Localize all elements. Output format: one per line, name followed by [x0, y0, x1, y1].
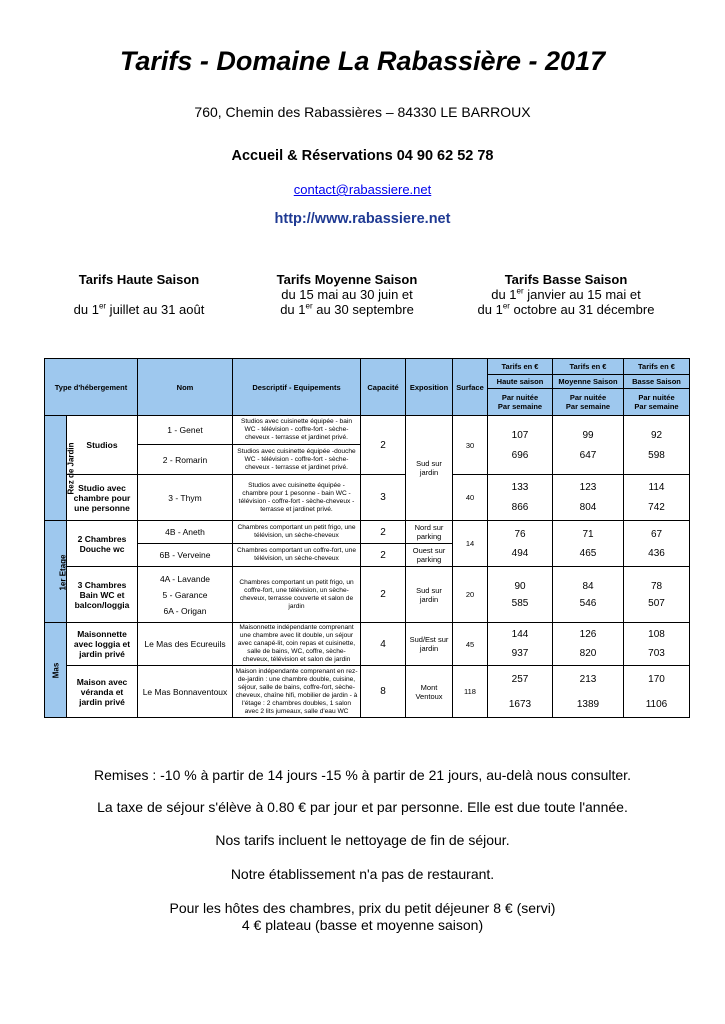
desc-verveine: Chambres comportant un coffre-fort, une télévision, un sèche-cheveux	[233, 544, 361, 567]
season-moyenne-title: Tarifs Moyenne Saison	[276, 272, 418, 287]
header-basse: Basse Saison	[624, 375, 690, 389]
cap-studios: 2	[361, 416, 406, 475]
price-douche-basse: 67 436	[624, 521, 690, 567]
cap-maisonnette: 4	[361, 623, 406, 666]
type-studio-chambre: Studio avec chambre pour une personne	[67, 475, 138, 521]
price-bain-moyenne: 84 546	[553, 567, 624, 623]
season-haute-line2: du 1er juillet au 31 août	[73, 301, 205, 317]
desc-maisonnette: Maisonnette indépendante comprenant une chambre avec lit double, un séjour avec canapé-lit, coin repas et cuisinette, salle de bains, WC, coffre, sèche-cheveux, télévision et salon de jardin	[233, 623, 361, 666]
surface-maisonnette: 45	[453, 623, 488, 666]
cap-aneth: 2	[361, 521, 406, 544]
price-douche-haute: 76 494	[488, 521, 553, 567]
zone-mas: Mas	[45, 623, 67, 718]
header-moyenne: Moyenne Saison	[553, 375, 624, 389]
nom-romarin: 2 - Romarin	[138, 445, 233, 475]
header-par-nuitee-haute: Par nuitée Par semaine	[488, 389, 553, 416]
type-douche: 2 Chambres Douche wc	[67, 521, 138, 567]
expo-maisonnette: Sud/Est sur jardin	[406, 623, 453, 666]
note-petit-dejeuner	[0, 900, 725, 934]
price-studios-basse: 92 598	[624, 416, 690, 475]
header-capacite: Capacité	[361, 359, 406, 416]
type-bain: 3 Chambres Bain WC et balcon/loggia	[67, 567, 138, 623]
season-moyenne-line2: du 1er au 30 septembre	[280, 301, 414, 317]
season-moyenne-line1: du 15 mai au 30 juin et	[281, 287, 413, 302]
price-thym-moyenne: 123 804	[553, 475, 624, 521]
note-remises: Remises : -10 % à partir de 14 jours -15 % à partir de 21 jours, au-delà nous consulter.	[94, 767, 631, 783]
header-exposition: Exposition	[406, 359, 453, 416]
expo-aneth: Nord sur parking	[406, 521, 453, 544]
nom-mas-ecureuils: Le Mas des Ecureuils	[138, 623, 233, 666]
zone-1er-etage: 1er Etage	[45, 521, 67, 623]
price-bain-haute: 90 585	[488, 567, 553, 623]
expo-studios: Sud sur jardin	[406, 416, 453, 521]
cap-studio-chambre: 3	[361, 475, 406, 521]
desc-bain: Chambres comportant un petit frigo, un coffre-fort, une télévision, un sèche-cheveux, terrasse couverte et salon de jardin	[233, 567, 361, 623]
season-haute	[24, 272, 254, 317]
header-par-nuitee-basse: Par nuitée Par semaine	[624, 389, 690, 416]
surface-studios: 30	[453, 416, 488, 475]
email-link[interactable]: contact@rabassiere.net	[293, 182, 432, 197]
nom-verveine: 6B - Verveine	[138, 544, 233, 567]
expo-bain: Sud sur jardin	[406, 567, 453, 623]
address: 760, Chemin des Rabassières – 84330 LE BARROUX	[194, 104, 531, 120]
note-restaurant: Notre établissement n'a pas de restaurant.	[230, 866, 495, 882]
price-maisonnette-haute: 144 937	[488, 623, 553, 666]
desc-maison: Maison indépendante comprenant en rez-de-jardin : une chambre double, cuisine, séjour, salle de bains, coffre-fort, sèche-cheveux, chaîne hifi, mobilier de jardin - à l'étage : 2 chambres doubles, 1 salon avec 2 lits jumeaux, salle d'eau WC	[233, 666, 361, 718]
price-maisonnette-basse: 108 703	[624, 623, 690, 666]
type-maisonnette: Maisonnette avec loggia et jardin privé	[67, 623, 138, 666]
header-nom: Nom	[138, 359, 233, 416]
price-maisonnette-moyenne: 126 820	[553, 623, 624, 666]
expo-maison: Mont Ventoux	[406, 666, 453, 718]
header-surface: Surface	[453, 359, 488, 416]
expo-verveine: Ouest sur parking	[406, 544, 453, 567]
surface-maison: 118	[453, 666, 488, 718]
cap-verveine: 2	[361, 544, 406, 567]
price-studios-moyenne: 99 647	[553, 416, 624, 475]
header-tarifs-basse: Tarifs en €	[624, 359, 690, 375]
desc-thym: Studios avec cuisinette équipée - chambre pour 1 pesonne - bain WC - télévision - coffre-fort - sèche-cheveux - terrasse et jardinet privé.	[233, 475, 361, 521]
header-type: Type d'hébergement	[45, 359, 138, 416]
season-basse-line1: du 1er janvier au 15 mai et	[491, 286, 641, 302]
nom-mas-bonnaventoux: Le Mas Bonnaventoux	[138, 666, 233, 718]
header-descriptif: Descriptif - Equipements	[233, 359, 361, 416]
season-haute-line1	[24, 287, 254, 302]
note-petit-dejeuner-line2: 4 € plateau (basse et moyenne saison)	[241, 917, 484, 933]
tarifs-table	[44, 358, 690, 718]
price-maison-moyenne: 213 1389	[553, 666, 624, 718]
header-par-nuitee-moyenne: Par nuitée Par semaine	[553, 389, 624, 416]
surface-bain: 20	[453, 567, 488, 623]
note-taxe: La taxe de séjour s'élève à 0.80 € par jour et par personne. Elle est due toute l'année.	[97, 799, 628, 815]
type-studios: Studios	[67, 416, 138, 475]
desc-genet: Studios avec cuisinette équipée - bain WC - télévision - coffre-fort - sèche-cheveux - terrasse et jardinet privé.	[233, 416, 361, 445]
price-thym-haute: 133 866	[488, 475, 553, 521]
nom-bain: 4A - Lavande 5 - Garance 6A - Origan	[138, 567, 233, 623]
price-douche-moyenne: 71 465	[553, 521, 624, 567]
price-maison-haute: 257 1673	[488, 666, 553, 718]
surface-douche: 14	[453, 521, 488, 567]
price-bain-basse: 78 507	[624, 567, 690, 623]
desc-aneth: Chambres comportant un petit frigo, une télévision, un sèche-cheveux	[233, 521, 361, 544]
cap-maison: 8	[361, 666, 406, 718]
season-haute-title: Tarifs Haute Saison	[78, 272, 200, 287]
header-tarifs-haute: Tarifs en €	[488, 359, 553, 375]
accueil-phone: Accueil & Réservations 04 90 62 52 78	[231, 148, 494, 164]
note-nettoyage: Nos tarifs incluent le nettoyage de fin de séjour.	[215, 832, 510, 848]
header-tarifs-moyenne: Tarifs en €	[553, 359, 624, 375]
desc-romarin: Studios avec cuisinette équipée -douche WC - télévision - coffre-fort - sèche-cheveux - terrasse et jardinet privé.	[233, 445, 361, 475]
website-link[interactable]: http://www.rabassiere.net	[274, 211, 451, 227]
zone-rez-de-jardin: Rez de Jardin	[45, 416, 67, 521]
cap-bain: 2	[361, 567, 406, 623]
header-haute: Haute saison	[488, 375, 553, 389]
season-moyenne	[232, 272, 462, 317]
price-maison-basse: 170 1106	[624, 666, 690, 718]
page-title: Tarifs - Domaine La Rabassière - 2017	[119, 46, 606, 76]
season-basse-line2: du 1er octobre au 31 décembre	[477, 301, 655, 317]
nom-thym: 3 - Thym	[138, 475, 233, 521]
price-thym-basse: 114 742	[624, 475, 690, 521]
type-maison: Maison avec véranda et jardin privé	[67, 666, 138, 718]
season-basse-title: Tarifs Basse Saison	[504, 272, 628, 287]
price-studios-haute: 107 696	[488, 416, 553, 475]
nom-genet: 1 - Genet	[138, 416, 233, 445]
nom-aneth: 4B - Aneth	[138, 521, 233, 544]
surface-studio-chambre: 40	[453, 475, 488, 521]
note-petit-dejeuner-line1: Pour les hôtes des chambres, prix du petit déjeuner 8 € (servi)	[169, 900, 556, 916]
season-basse	[451, 272, 681, 317]
